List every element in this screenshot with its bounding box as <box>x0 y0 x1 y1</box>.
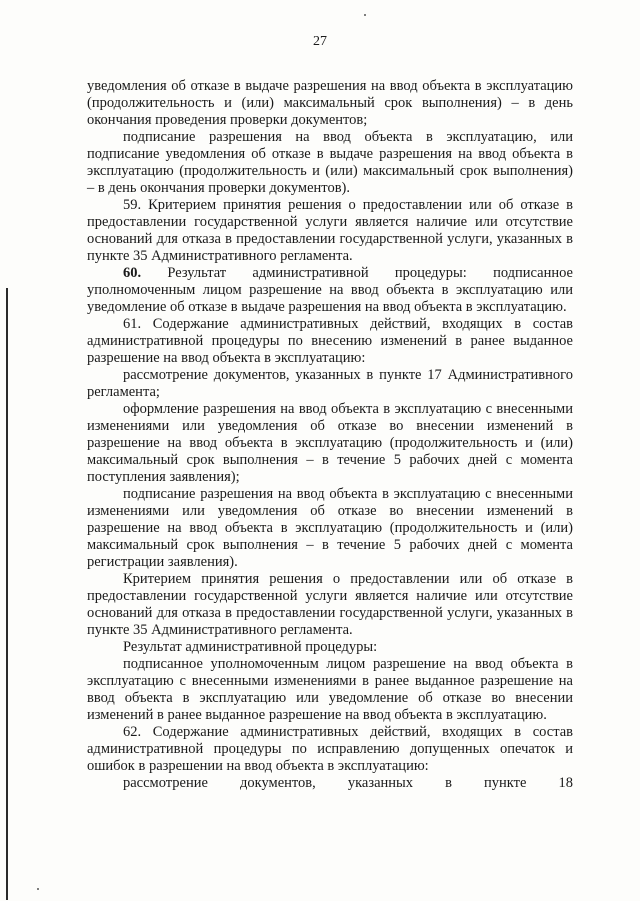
scan-margin-line <box>6 288 8 900</box>
paragraph: 59. Критерием принятия решения о предоставлении или об отказе в предоставлении государственной услуги является наличие или отсутствие оснований для отказа в предоставлении государственной услуги, указанных в пункте 35 Административного регламента. <box>87 197 573 264</box>
paragraph: рассмотрение документов, указанных в пункте 18 <box>123 775 573 791</box>
paragraph: Критерием принятия решения о предоставлении или об отказе в предоставлении государственной услуги является наличие или отсутствие оснований для отказа в предоставлении государственной услуги, указанных в пункте 35 Административного регламента. <box>87 571 573 638</box>
paragraph: 62. Содержание административных действий, входящих в состав административной процедуры по исправлению допущенных опечаток и ошибок в разрешении на ввод объекта в эксплуатацию: <box>87 724 573 774</box>
paragraph: 61. Содержание административных действий, входящих в состав административной процедуры по внесению изменений в ранее выданное разрешение на ввод объекта в эксплуатацию: <box>87 316 573 366</box>
paragraph: оформление разрешения на ввод объекта в эксплуатацию с внесенными изменениями или уведомления об отказе во внесении изменений в разрешение на ввод объекта в эксплуатацию (продолжительность и (или) максимальный срок выполнения – в течение 5 рабочих дней с момента поступления заявления); <box>87 401 573 485</box>
paragraph: подписанное уполномоченным лицом разрешение на ввод объекта в эксплуатацию с внесенными изменениями в ранее выданное разрешение на ввод объекта в эксплуатацию или уведомление об отказе во внесении изменений в ранее выданное разрешение на ввод объекта в эксплуатацию. <box>87 656 573 723</box>
scan-speck <box>364 14 366 16</box>
paragraph: Результат административной процедуры: <box>123 639 378 655</box>
paragraph <box>87 265 573 316</box>
scan-speck <box>37 888 39 890</box>
paragraph-text: Результат административной процедуры: подписанное уполномоченным лицом разрешение на ввод объекта в эксплуатацию или уведомление об отказе в выдаче разрешения на ввод объекта в эксплуатацию. <box>87 265 573 315</box>
paragraph: подписание разрешения на ввод объекта в эксплуатацию с внесенными изменениями или уведомления об отказе во внесении изменений в разрешение на ввод объекта в эксплуатацию (продолжительность и (или) максимальный срок выполнения – в течение 5 рабочих дней с момента регистрации заявления). <box>87 486 573 570</box>
document-body <box>87 78 573 792</box>
paragraph: рассмотрение документов, указанных в пункте 17 Административного регламента; <box>87 367 573 400</box>
paragraph: уведомления об отказе в выдаче разрешения на ввод объекта в эксплуатацию (продолжительность и (или) максимальный срок выполнения) – в день окончания проведения проверки документов; <box>87 78 573 128</box>
page-number: 27 <box>313 34 327 49</box>
clause-number: 60. <box>123 265 142 281</box>
paragraph: подписание разрешения на ввод объекта в эксплуатацию, или подписание уведомления об отказе в выдаче разрешения на ввод объекта в эксплуатацию (продолжительность и (или) максимальный срок выполнения) – в день окончания проверки документов). <box>87 129 573 196</box>
